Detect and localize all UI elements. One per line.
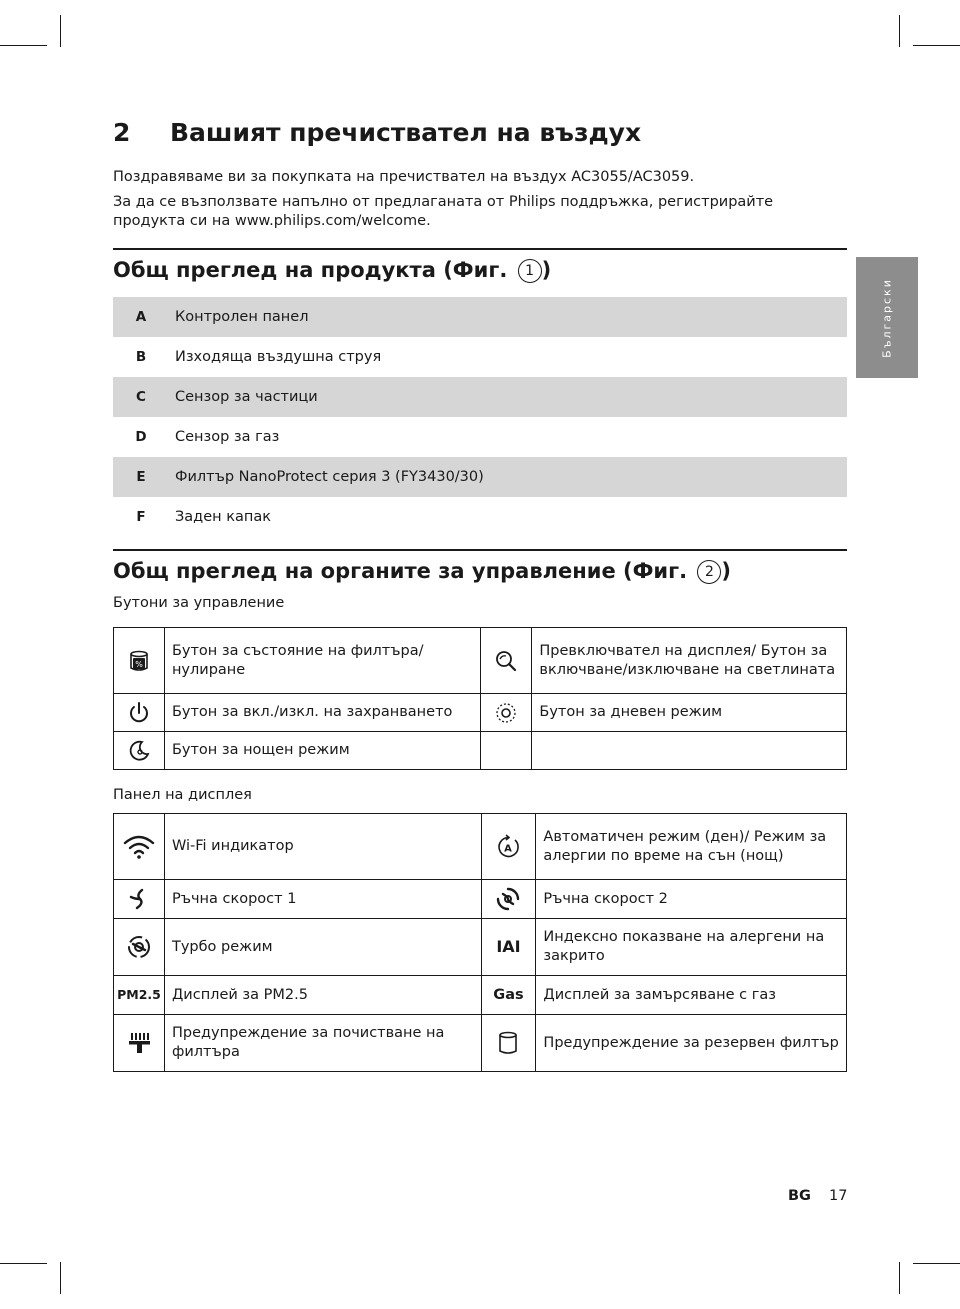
display-label: Wi-Fi индикатор — [164, 814, 481, 880]
display-label: Ръчна скорост 1 — [164, 880, 481, 919]
button-label: Бутон за вкл./изкл. на захранването — [164, 694, 481, 732]
table-row — [114, 919, 847, 976]
empty-cell — [481, 732, 532, 770]
part-letter: E — [136, 469, 146, 485]
iai-icon — [481, 919, 536, 976]
button-label: Бутон за дневен режим — [532, 694, 847, 732]
display-label: Ръчна скорост 2 — [536, 880, 847, 919]
replace-filter-icon — [481, 1015, 536, 1072]
section-rule — [113, 549, 847, 551]
buttons-caption: Бутони за управление — [113, 595, 285, 611]
filter-clean-icon — [114, 1015, 165, 1072]
chapter-title-text: Вашият пречиствател на въздух — [170, 118, 642, 147]
display-label: Индексно показване на алергени на закрито — [536, 919, 847, 976]
list-item — [113, 297, 847, 337]
button-label: Бутон за нощен режим — [164, 732, 481, 770]
part-label: Изходяща въздушна струя — [175, 349, 382, 365]
controls-overview-heading-text: Общ преглед на органите за управление (Фиг. — [113, 559, 688, 583]
auto-mode-icon — [481, 814, 536, 880]
language-tab — [856, 257, 918, 378]
language-tab-label: Български — [880, 277, 894, 358]
part-label: Контролен панел — [175, 309, 309, 325]
crop-mark — [60, 1262, 61, 1294]
display-caption: Панел на дисплея — [113, 787, 252, 803]
gas-icon — [481, 976, 536, 1015]
list-item — [113, 337, 847, 377]
list-item — [113, 497, 847, 537]
wifi-icon — [114, 814, 165, 880]
controls-overview-heading — [113, 559, 731, 584]
heading-close: ) — [541, 258, 552, 282]
display-label: Дисплей за замърсяване с газ — [536, 976, 847, 1015]
table-row — [114, 732, 847, 770]
part-label: Сензор за частици — [175, 389, 318, 405]
display-label: Автоматичен режим (ден)/ Режим за алергии по време на сън (нощ) — [536, 814, 847, 880]
table-row — [114, 814, 847, 880]
part-letter: B — [135, 349, 147, 365]
table-row — [114, 628, 847, 694]
footer-language: BG — [788, 1188, 811, 1204]
part-letter: F — [136, 509, 146, 525]
crop-mark — [0, 1263, 47, 1264]
turbo-icon — [114, 919, 165, 976]
part-letter: C — [136, 389, 146, 405]
empty-cell — [532, 732, 847, 770]
list-item — [113, 377, 847, 417]
chapter-title — [113, 118, 641, 147]
part-label: Заден капак — [175, 509, 271, 525]
crop-mark — [913, 45, 960, 46]
svg-text:%: % — [135, 659, 143, 669]
figure-ref: 1 — [518, 259, 542, 283]
list-item — [113, 457, 847, 497]
crop-mark — [0, 45, 47, 46]
part-label: Сензор за газ — [175, 429, 280, 445]
table-row — [114, 1015, 847, 1072]
parts-list — [113, 297, 847, 537]
pm25-icon — [114, 976, 165, 1015]
part-letter: D — [135, 429, 147, 445]
iai-icon-text: IAI — [496, 936, 521, 956]
part-letter: A — [135, 309, 147, 325]
chapter-number: 2 — [113, 118, 131, 147]
power-icon — [114, 694, 165, 732]
fan-speed-2-icon — [481, 880, 536, 919]
display-label: Дисплей за PM2.5 — [164, 976, 481, 1015]
crop-mark — [899, 15, 900, 47]
pm25-icon-text: PM2.5 — [117, 987, 161, 1002]
intro-line-2: За да се възползвате напълно от предлаганата от Philips поддръжка, регистрирайте продукта си на www.philips.com/welcome. — [113, 194, 774, 229]
fan-speed-1-icon — [114, 880, 165, 919]
product-overview-heading — [113, 258, 551, 283]
svg-text:A: A — [504, 843, 513, 854]
filter-reset-icon — [114, 628, 165, 694]
crop-mark — [913, 1263, 960, 1264]
list-item — [113, 417, 847, 457]
gas-icon-text: Gas — [493, 986, 524, 1003]
section-rule — [113, 248, 847, 250]
table-row — [114, 694, 847, 732]
crop-mark — [899, 1262, 900, 1294]
buttons-table — [113, 627, 847, 770]
display-toggle-icon — [481, 628, 532, 694]
display-label: Турбо режим — [164, 919, 481, 976]
intro-line-1: Поздравяваме ви за покупката на пречиствател на въздух AC3055/AC3059. — [113, 169, 695, 185]
figure-ref: 2 — [697, 560, 721, 584]
button-label: Бутон за състояние на филтъра/ нулиране — [164, 628, 481, 694]
display-table — [113, 813, 847, 1072]
heading-close: ) — [721, 559, 732, 583]
crop-mark — [60, 15, 61, 47]
night-mode-icon — [114, 732, 165, 770]
page-footer — [788, 1188, 847, 1204]
display-label: Предупреждение за резервен филтър — [536, 1015, 847, 1072]
product-overview-heading-text: Общ преглед на продукта (Фиг. — [113, 258, 508, 282]
button-label: Превключвател на дисплея/ Бутон за включване/изключване на светлината — [532, 628, 847, 694]
day-mode-icon — [481, 694, 532, 732]
part-label: Филтър NanoProtect серия 3 (FY3430/30) — [175, 469, 484, 485]
table-row — [114, 880, 847, 919]
table-row — [114, 976, 847, 1015]
display-label: Предупреждение за почистване на филтъра — [164, 1015, 481, 1072]
page-number: 17 — [828, 1188, 848, 1204]
